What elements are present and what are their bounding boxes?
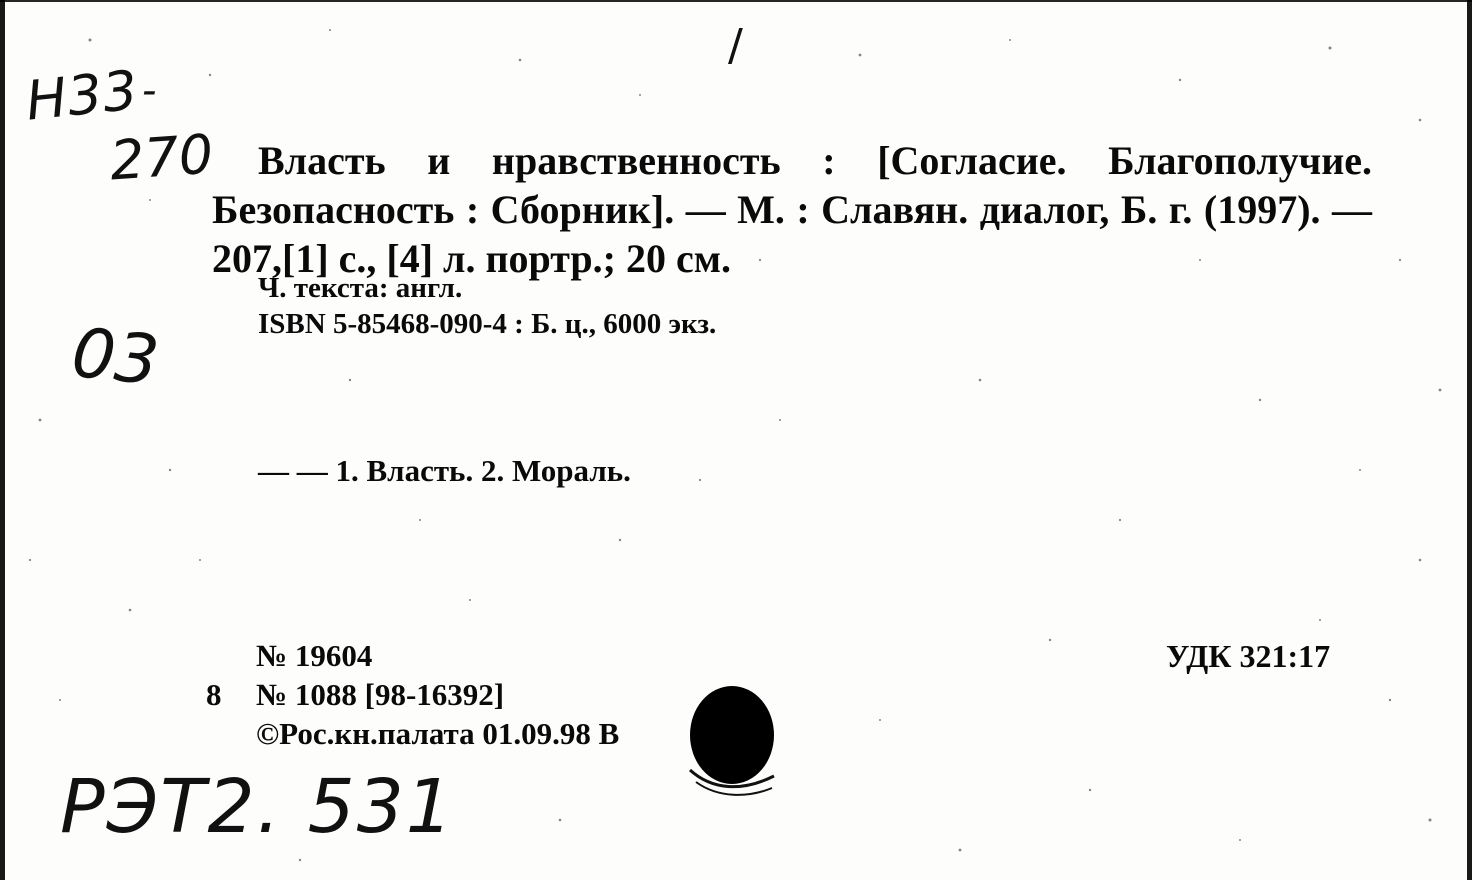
language-note: Ч. текста: англ. xyxy=(258,272,463,304)
bibliographic-description: Власть и нравственность : [Согласие. Благополучие. Безопасность : Сборник]. — М. : Славян. диалог, Б. г. (1997). — 207,[1] с., [4] л. портр.; 20 см. xyxy=(212,138,1372,281)
card-number: № 19604 xyxy=(256,638,373,673)
hole-smudge xyxy=(682,762,782,802)
handwritten-shelf-mark-bottom: 270 xyxy=(107,122,216,193)
handwritten-bottom-code: РЭТ2. 531 xyxy=(60,764,455,850)
subject-headings: — — 1. Власть. 2. Мораль. xyxy=(258,453,631,488)
isbn-line: ISBN 5-85468-090-4 : Б. ц., 6000 экз. xyxy=(258,308,717,340)
card-number-prefix: 8 xyxy=(206,677,222,712)
handwritten-shelf-dash: - xyxy=(142,68,157,114)
copyright-line: ©Рос.кн.палата 01.09.98 В xyxy=(256,716,620,751)
udk-code: УДК 321:17 xyxy=(1166,638,1331,674)
handwritten-tick: / xyxy=(728,20,743,71)
handwritten-shelf-mark-top: Н33 xyxy=(23,58,142,133)
handwritten-code-03: 03 xyxy=(68,313,163,402)
registration-number: № 1088 [98-16392] xyxy=(256,677,505,712)
